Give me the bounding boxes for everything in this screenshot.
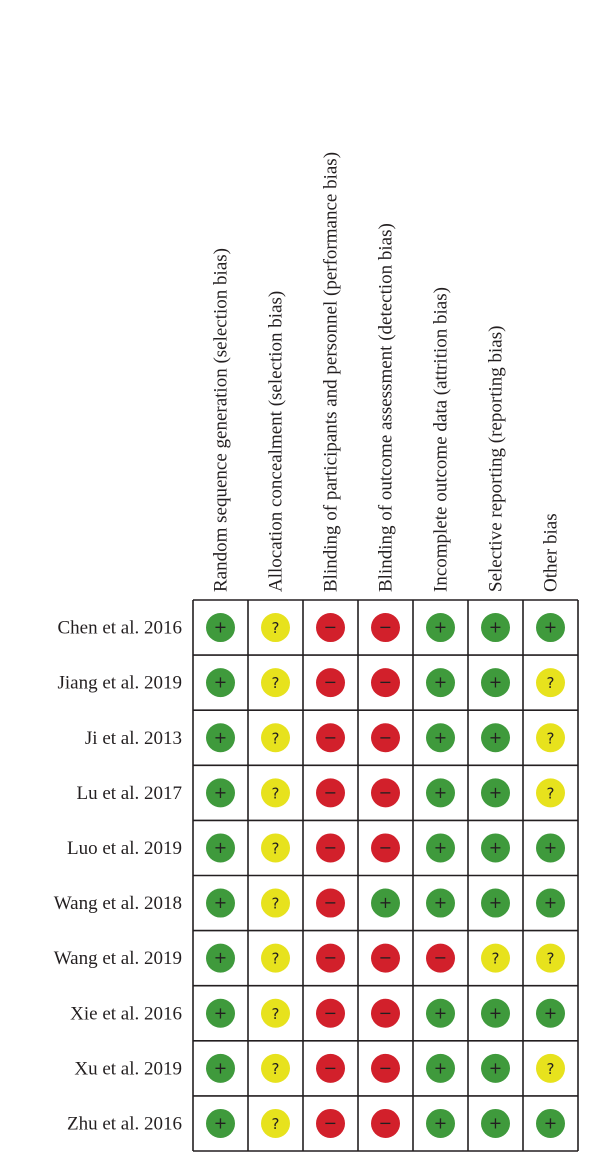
judgement-low-marker [206,944,235,973]
low-risk-symbol: + [488,837,503,857]
judgement-low-marker [536,999,565,1028]
judgement-high-marker [316,613,345,642]
low-risk-symbol: + [433,837,448,857]
column-headers [211,152,562,592]
unclear-risk-symbol: ? [271,674,280,693]
judgement-unclear-marker [261,668,290,697]
high-risk-symbol: − [378,948,393,968]
judgement-low-marker [206,1054,235,1083]
judgement-low-marker [426,889,455,918]
low-risk-symbol: + [433,672,448,692]
unclear-risk-symbol: ? [271,729,280,748]
low-risk-symbol: + [543,1113,558,1133]
judgement-low-marker [481,999,510,1028]
judgement-low-marker [206,833,235,862]
judgement-low-marker [426,1109,455,1138]
high-risk-symbol: − [378,727,393,747]
high-risk-symbol: − [323,617,338,637]
judgement-low-marker [206,889,235,918]
judgement-high-marker [316,889,345,918]
judgement-unclear-marker [536,1054,565,1083]
study-label: Xu et al. 2019 [74,1058,182,1080]
column-header-6: Selective reporting (reporting bias) [485,325,507,592]
judgement-low-marker [481,668,510,697]
unclear-risk-symbol: ? [271,1059,280,1078]
judgement-unclear-marker [261,833,290,862]
unclear-risk-symbol: ? [546,784,555,803]
high-risk-symbol: − [378,782,393,802]
unclear-risk-symbol: ? [546,674,555,693]
judgement-unclear-marker [536,778,565,807]
judgement-low-marker [536,833,565,862]
judgement-low-marker [206,613,235,642]
column-header-2: Allocation concealment (selection bias) [265,290,287,592]
study-label: Xie et al. 2016 [70,1003,182,1025]
high-risk-symbol: − [323,727,338,747]
unclear-risk-symbol: ? [271,784,280,803]
judgement-low-marker [536,613,565,642]
unclear-risk-symbol: ? [271,1004,280,1023]
high-risk-symbol: − [323,782,338,802]
low-risk-symbol: + [378,893,393,913]
high-risk-symbol: − [378,1113,393,1133]
judgement-low-marker [426,668,455,697]
low-risk-symbol: + [488,1113,503,1133]
judgement-high-marker [371,613,400,642]
unclear-risk-symbol: ? [271,619,280,638]
unclear-risk-symbol: ? [491,949,500,968]
judgement-low-marker [481,833,510,862]
high-risk-symbol: − [378,1058,393,1078]
study-label: Chen et al. 2016 [57,617,182,639]
column-header-3: Blinding of participants and personnel (performance bias) [320,151,342,592]
judgement-low-marker [426,778,455,807]
judgement-high-marker [316,833,345,862]
judgement-high-marker [371,723,400,752]
judgement-high-marker [316,1054,345,1083]
judgement-low-marker [206,668,235,697]
judgement-unclear-marker [261,723,290,752]
judgement-high-marker [371,1054,400,1083]
judgement-high-marker [316,668,345,697]
judgement-high-marker [371,778,400,807]
judgement-unclear-marker [536,668,565,697]
judgement-low-marker [481,1054,510,1083]
unclear-risk-symbol: ? [546,1059,555,1078]
study-label: Wang et al. 2019 [53,948,182,970]
low-risk-symbol: + [488,727,503,747]
judgement-low-marker [206,999,235,1028]
high-risk-symbol: − [323,893,338,913]
judgement-high-marker [426,944,455,973]
judgement-unclear-marker [536,944,565,973]
low-risk-symbol: + [213,948,228,968]
judgement-low-marker [206,778,235,807]
study-label: Jiang et al. 2019 [57,672,182,694]
judgement-unclear-marker [261,613,290,642]
judgement-high-marker [371,944,400,973]
judgement-low-marker [371,889,400,918]
low-risk-symbol: + [213,727,228,747]
unclear-risk-symbol: ? [271,894,280,913]
judgement-unclear-marker [536,723,565,752]
judgement-low-marker [426,723,455,752]
high-risk-symbol: − [323,948,338,968]
column-header-1: Random sequence generation (selection bias) [210,248,232,592]
judgement-unclear-marker [261,1109,290,1138]
judgement-low-marker [426,613,455,642]
high-risk-symbol: − [323,837,338,857]
low-risk-symbol: + [433,1003,448,1023]
judgement-high-marker [316,944,345,973]
low-risk-symbol: + [213,1058,228,1078]
judgement-high-marker [371,1109,400,1138]
high-risk-symbol: − [378,837,393,857]
judgement-low-marker [426,999,455,1028]
low-risk-symbol: + [488,617,503,637]
judgement-low-marker [481,723,510,752]
low-risk-symbol: + [488,1003,503,1023]
unclear-risk-symbol: ? [546,729,555,748]
judgement-low-marker [481,889,510,918]
judgement-low-marker [426,833,455,862]
low-risk-symbol: + [488,672,503,692]
low-risk-symbol: + [433,727,448,747]
study-label: Lu et al. 2017 [76,782,182,804]
column-header-7: Other bias [540,513,562,592]
low-risk-symbol: + [543,1003,558,1023]
low-risk-symbol: + [543,837,558,857]
low-risk-symbol: + [543,893,558,913]
low-risk-symbol: + [543,617,558,637]
judgement-unclear-marker [261,889,290,918]
low-risk-symbol: + [488,1058,503,1078]
low-risk-symbol: + [213,1113,228,1133]
low-risk-symbol: + [488,782,503,802]
high-risk-symbol: − [323,672,338,692]
low-risk-symbol: + [213,893,228,913]
low-risk-symbol: + [433,1113,448,1133]
judgement-high-marker [371,833,400,862]
judgement-high-marker [371,999,400,1028]
unclear-risk-symbol: ? [546,949,555,968]
study-label: Ji et al. 2013 [84,727,182,749]
high-risk-symbol: − [433,948,448,968]
low-risk-symbol: + [213,617,228,637]
judgement-high-marker [371,668,400,697]
judgement-unclear-marker [261,1054,290,1083]
low-risk-symbol: + [213,1003,228,1023]
judgement-high-marker [316,999,345,1028]
study-label: Luo et al. 2019 [66,837,182,859]
unclear-risk-symbol: ? [271,1114,280,1133]
low-risk-symbol: + [213,672,228,692]
high-risk-symbol: − [378,1003,393,1023]
low-risk-symbol: + [488,893,503,913]
judgement-unclear-marker [481,944,510,973]
judgement-unclear-marker [261,944,290,973]
judgement-low-marker [481,613,510,642]
study-label: Zhu et al. 2016 [66,1113,182,1135]
high-risk-symbol: − [323,1058,338,1078]
judgement-low-marker [536,1109,565,1138]
low-risk-symbol: + [213,782,228,802]
judgement-high-marker [316,723,345,752]
judgement-unclear-marker [261,778,290,807]
column-header-5: Incomplete outcome data (attrition bias) [430,287,452,592]
judgement-low-marker [481,1109,510,1138]
judgement-low-marker [536,889,565,918]
judgement-high-marker [316,1109,345,1138]
judgement-low-marker [481,778,510,807]
low-risk-symbol: + [433,782,448,802]
unclear-risk-symbol: ? [271,839,280,858]
high-risk-symbol: − [323,1003,338,1023]
judgement-high-marker [316,778,345,807]
judgement-low-marker [426,1054,455,1083]
high-risk-symbol: − [378,617,393,637]
unclear-risk-symbol: ? [271,949,280,968]
high-risk-symbol: − [378,672,393,692]
low-risk-symbol: + [433,893,448,913]
column-header-4: Blinding of outcome assessment (detection bias) [375,223,397,592]
high-risk-symbol: − [323,1113,338,1133]
low-risk-symbol: + [433,617,448,637]
low-risk-symbol: + [213,837,228,857]
low-risk-symbol: + [433,1058,448,1078]
judgement-low-marker [206,723,235,752]
judgement-unclear-marker [261,999,290,1028]
study-labels [54,618,182,1135]
study-label: Wang et al. 2018 [53,893,182,915]
judgement-low-marker [206,1109,235,1138]
